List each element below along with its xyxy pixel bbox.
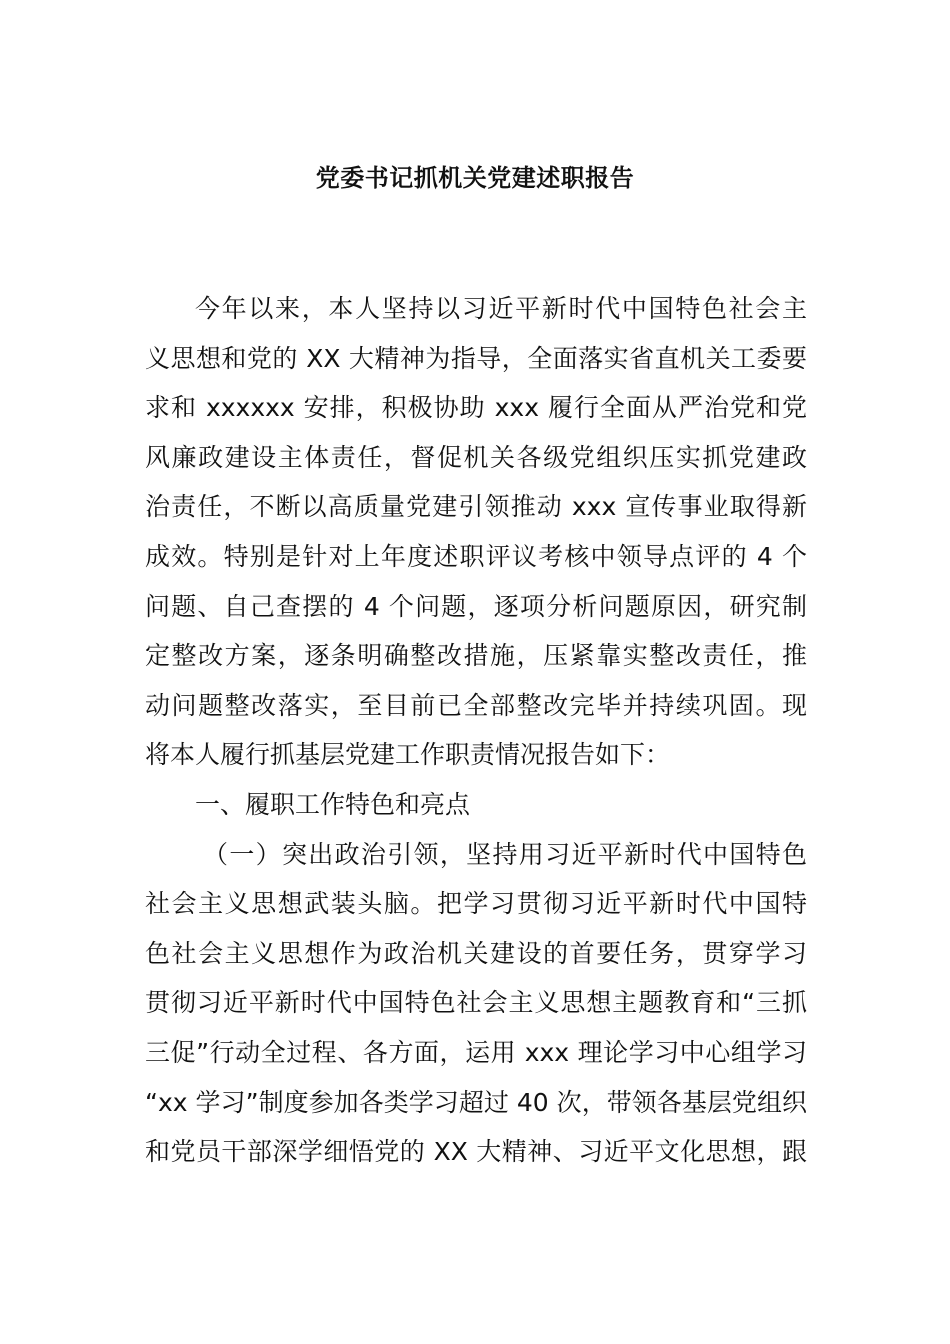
paragraph-line: 风廉政建设主体责任，督促机关各级党组织压实抓党建政: [145, 442, 807, 472]
paragraph-line: 定整改方案，逐条明确整改措施，压紧靠实整改责任，推: [145, 641, 807, 671]
paragraph-line: 义思想和党的 XX 大精神为指导，全面落实省直机关工委要: [145, 343, 807, 373]
paragraph-line: 贯彻习近平新时代中国特色社会主义思想主题教育和“三抓: [145, 988, 807, 1018]
paragraph-line: 求和 xxxxxx 安排，积极协助 xxx 履行全面从严治党和党: [145, 393, 807, 423]
paragraph-line: 三促”行动全过程、各方面，运用 xxx 理论学习中心组学习: [145, 1037, 807, 1067]
document-title: 党委书记抓机关党建述职报告: [315, 164, 635, 192]
paragraph-line: 色社会主义思想作为政治机关建设的首要任务，贯穿学习: [145, 938, 807, 968]
paragraph-line: “xx 学习”制度参加各类学习超过 40 次，带领各基层党组织: [145, 1087, 807, 1117]
section-heading: 一、履职工作特色和亮点: [195, 789, 471, 819]
paragraph-line: 治责任，不断以高质量党建引领推动 xxx 宣传事业取得新: [145, 492, 807, 522]
paragraph-line: 动问题整改落实，至目前已全部整改完毕并持续巩固。现: [145, 690, 807, 720]
paragraph-line: 社会主义思想武装头脑。把学习贯彻习近平新时代中国特: [145, 889, 807, 919]
paragraph-line: 将本人履行抓基层党建工作职责情况报告如下：: [145, 740, 671, 770]
subsection-heading-line: （一）突出政治引领，坚持用习近平新时代中国特色: [203, 839, 807, 869]
paragraph-line: 问题、自己查摆的 4 个问题，逐项分析问题原因，研究制: [145, 591, 807, 621]
paragraph-line: 今年以来，本人坚持以习近平新时代中国特色社会主: [195, 294, 807, 323]
paragraph-line: 和党员干部深学细悟党的 XX 大精神、习近平文化思想，跟: [145, 1137, 807, 1167]
document-body: [145, 284, 807, 1177]
paragraph-line: 成效。特别是针对上年度述职评议考核中领导点评的 4 个: [145, 541, 807, 571]
